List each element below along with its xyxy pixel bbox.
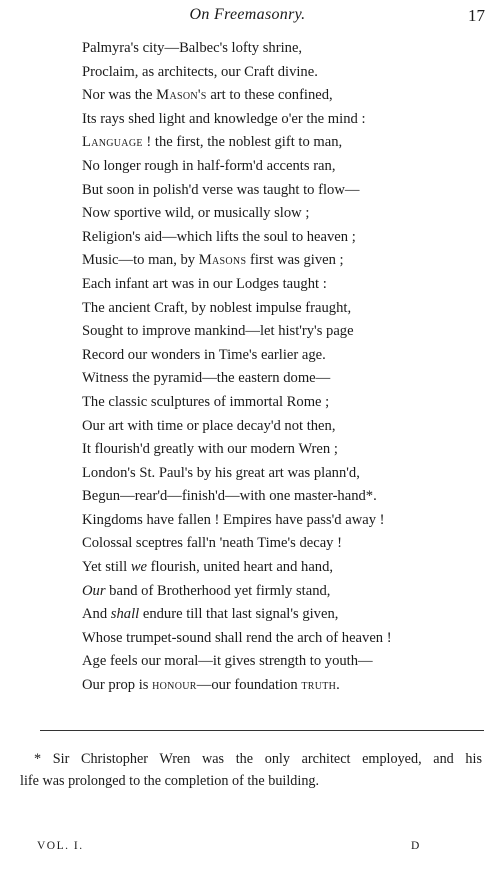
poem-text-segment: Kingdoms have fallen ! Empires have pass'd away !: [82, 511, 385, 528]
poem-text-segment: Our art with time or place decay'd not then,: [82, 417, 336, 434]
poem-text-segment: The classic sculptures of immortal Rome ;: [82, 393, 330, 410]
poem-text-segment: Our: [82, 582, 106, 599]
poem-text-segment: Music—to man, by: [82, 252, 199, 269]
poem-text-segment: Yet still: [82, 559, 131, 576]
poem-line: [82, 297, 482, 321]
poem-line: [82, 320, 482, 344]
poem-text-segment: London's St. Paul's by his great art was plann'd,: [82, 464, 360, 481]
poem-text-segment: Religion's aid—which lifts the soul to heaven ;: [82, 228, 356, 245]
poem-text-segment: endure till that last signal's given,: [139, 606, 339, 623]
poem-line: [82, 61, 482, 85]
page-header: [0, 6, 495, 28]
poem-line: [82, 37, 482, 61]
poem-text-segment: And: [82, 606, 111, 623]
poem-line: [82, 532, 482, 556]
poem-line: [82, 226, 482, 250]
poem-line: [82, 650, 482, 674]
poem-text-segment: Witness the pyramid—the eastern dome—: [82, 370, 331, 387]
poem-text-segment: Begun—rear'd—finish'd—with one master-hand*.: [82, 488, 377, 505]
footnote-line: * Sir Christopher Wren was the only architect employed, and his: [34, 751, 482, 767]
poem-line: [82, 509, 482, 533]
poem-line: [82, 108, 482, 132]
poem-line: [82, 273, 482, 297]
poem-text-segment: Age feels our moral—it gives strength to youth—: [82, 653, 373, 670]
poem-line: [82, 84, 482, 108]
poem-text-segment: Masons: [198, 252, 247, 269]
volume-signature: VOL. I.: [37, 840, 84, 852]
poem-line: [82, 556, 482, 580]
poem-text-segment: Palmyra's city—Balbec's lofty shrine,: [82, 40, 303, 56]
poem-text-segment: It flourish'd greatly with our modern Wren ;: [82, 441, 338, 458]
poem-text-segment: Colossal sceptres fall'n 'neath Time's decay !: [82, 535, 342, 552]
poem-line: [82, 603, 482, 627]
poem-text-segment: Mason's: [156, 87, 207, 104]
poem-line: [82, 674, 482, 698]
poem-line: [82, 344, 482, 368]
poem-text-segment: No longer rough in half-form'd accents ran,: [82, 157, 336, 174]
poem-text-segment: —our foundation: [196, 677, 302, 694]
poem-text-segment: Its rays shed light and knowledge o'er the mind :: [82, 110, 366, 127]
running-title: On Freemasonry.: [189, 6, 306, 23]
poem-line: [82, 249, 482, 273]
poem-text-segment: Language: [82, 134, 143, 151]
poem-text-segment: Sought to improve mankind—let hist'ry's page: [82, 323, 354, 340]
poem-text-segment: Nor was the: [82, 87, 157, 104]
poem-line: [82, 580, 482, 604]
poem-text-segment: Record our wonders in Time's earlier age.: [82, 346, 326, 363]
poem-text-segment: Each infant art was in our Lodges taught :: [82, 275, 327, 292]
poem-text-segment: truth.: [301, 677, 341, 694]
poem-text-segment: The ancient Craft, by noblest impulse fraught,: [82, 299, 352, 316]
footnote: [20, 748, 482, 792]
poem-body: [82, 37, 482, 698]
poem-text-segment: ! the first, the noblest gift to man,: [142, 134, 343, 151]
footnote-rule: [40, 730, 484, 731]
poem-line: [82, 438, 482, 462]
poem-text-segment: Now sportive wild, or musically slow ;: [82, 205, 310, 222]
signature-letter: D: [411, 840, 420, 852]
poem-line: [82, 485, 482, 509]
poem-text-segment: honour: [152, 677, 197, 694]
poem-text-segment: Our prop is: [82, 677, 153, 694]
poem-text-segment: first was given ;: [246, 252, 344, 269]
poem-line: [82, 202, 482, 226]
poem-line: [82, 155, 482, 179]
poem-text-segment: flourish, united heart and hand,: [147, 559, 334, 576]
poem-text-segment: But soon in polish'd verse was taught to flow—: [82, 181, 360, 198]
poem-text-segment: we: [130, 559, 148, 576]
poem-line: [82, 462, 482, 486]
footnote-line: life was prolonged to the completion of the building.: [20, 773, 320, 789]
poem-line: [82, 415, 482, 439]
poem-line: [82, 131, 482, 155]
poem-line: [82, 367, 482, 391]
poem-text-segment: shall: [110, 606, 140, 623]
poem-text-segment: Whose trumpet-sound shall rend the arch of heaven !: [82, 629, 392, 646]
poem-text-segment: band of Brotherhood yet firmly stand,: [105, 582, 331, 599]
page-number: 17: [468, 6, 485, 25]
poem-text-segment: art to these confined,: [206, 87, 333, 104]
poem-line: [82, 627, 482, 651]
poem-text-segment: Proclaim, as architects, our Craft divine.: [82, 63, 318, 80]
poem-line: [82, 179, 482, 203]
poem-line: [82, 391, 482, 415]
